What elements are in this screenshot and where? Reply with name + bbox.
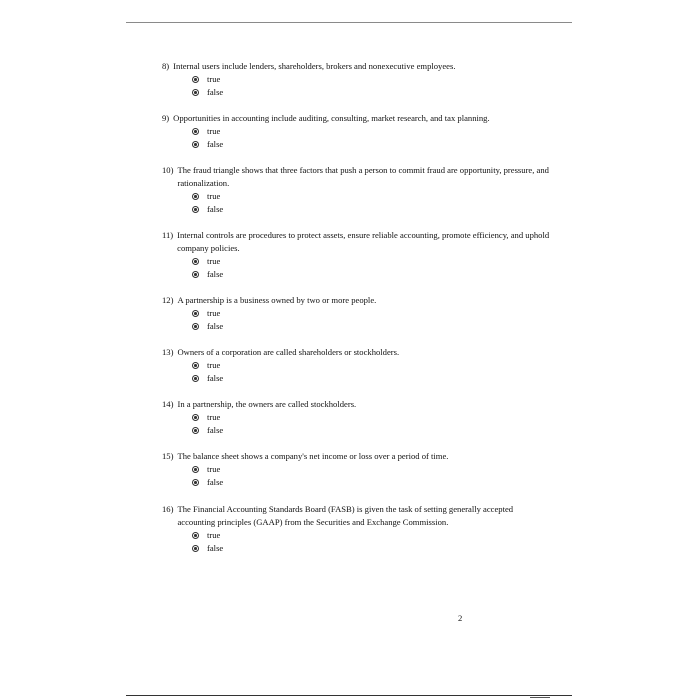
radio-icon[interactable] xyxy=(192,375,199,382)
option-false[interactable]: false xyxy=(192,320,552,333)
option-true[interactable]: true xyxy=(192,529,552,542)
question-text: The balance sheet shows a company's net income or loss over a period of time. xyxy=(177,451,449,461)
top-rule xyxy=(126,22,572,23)
question-text: The fraud triangle shows that three factors that push a person to commit fraud are opportunity, pressure, and rationalization. xyxy=(177,165,549,188)
radio-icon[interactable] xyxy=(192,427,199,434)
radio-icon[interactable] xyxy=(192,532,199,539)
question-8 xyxy=(162,60,552,99)
question-text: In a partnership, the owners are called stockholders. xyxy=(177,399,357,409)
question-text: The Financial Accounting Standards Board (FASB) is given the task of setting generally accepted accounting principles (GAAP) from the Securities and Exchange Commission. xyxy=(177,504,514,527)
option-false[interactable]: false xyxy=(192,372,552,385)
question-15 xyxy=(162,450,552,489)
question-number: 13) xyxy=(162,347,174,357)
radio-icon[interactable] xyxy=(192,466,199,473)
radio-icon[interactable] xyxy=(192,193,199,200)
option-false[interactable]: false xyxy=(192,268,552,281)
option-true[interactable]: true xyxy=(192,463,552,476)
option-false[interactable]: false xyxy=(192,203,552,216)
option-true[interactable]: true xyxy=(192,255,552,268)
radio-icon[interactable] xyxy=(192,141,199,148)
radio-icon[interactable] xyxy=(192,545,199,552)
question-10 xyxy=(162,164,552,216)
option-true[interactable]: true xyxy=(192,359,552,372)
question-number: 9) xyxy=(162,113,170,123)
option-false[interactable]: false xyxy=(192,424,552,437)
option-true[interactable]: true xyxy=(192,190,552,203)
question-text: Internal controls are procedures to protect assets, ensure reliable accounting, promote efficiency, and uphold company policies. xyxy=(177,230,550,253)
radio-icon[interactable] xyxy=(192,310,199,317)
option-true[interactable]: true xyxy=(192,411,552,424)
bottom-mark xyxy=(530,697,550,698)
bottom-rule xyxy=(126,695,572,696)
question-number: 11) xyxy=(162,230,174,240)
option-false[interactable]: false xyxy=(192,86,552,99)
radio-icon[interactable] xyxy=(192,258,199,265)
question-number: 15) xyxy=(162,451,174,461)
question-number: 10) xyxy=(162,165,174,175)
option-false[interactable]: false xyxy=(192,476,552,489)
question-11 xyxy=(162,229,552,281)
question-text: Owners of a corporation are called shareholders or stockholders. xyxy=(177,347,400,357)
radio-icon[interactable] xyxy=(192,323,199,330)
option-true[interactable]: true xyxy=(192,73,552,86)
radio-icon[interactable] xyxy=(192,89,199,96)
question-16 xyxy=(162,503,552,555)
question-number: 16) xyxy=(162,504,174,514)
radio-icon[interactable] xyxy=(192,479,199,486)
option-true[interactable]: true xyxy=(192,125,552,138)
radio-icon[interactable] xyxy=(192,271,199,278)
question-14 xyxy=(162,398,552,437)
question-12 xyxy=(162,294,552,333)
question-number: 8) xyxy=(162,61,170,71)
option-true[interactable]: true xyxy=(192,307,552,320)
question-13 xyxy=(162,346,552,385)
radio-icon[interactable] xyxy=(192,362,199,369)
question-text: A partnership is a business owned by two or more people. xyxy=(177,295,377,305)
question-number: 12) xyxy=(162,295,174,305)
question-number: 14) xyxy=(162,399,174,409)
page-number: 2 xyxy=(458,613,463,623)
question-9 xyxy=(162,112,552,151)
radio-icon[interactable] xyxy=(192,76,199,83)
option-false[interactable]: false xyxy=(192,542,552,555)
question-text: Opportunities in accounting include auditing, consulting, market research, and tax planning. xyxy=(173,113,490,123)
radio-icon[interactable] xyxy=(192,414,199,421)
option-false[interactable]: false xyxy=(192,138,552,151)
radio-icon[interactable] xyxy=(192,206,199,213)
radio-icon[interactable] xyxy=(192,128,199,135)
question-text: Internal users include lenders, shareholders, brokers and nonexecutive employees. xyxy=(173,61,456,71)
